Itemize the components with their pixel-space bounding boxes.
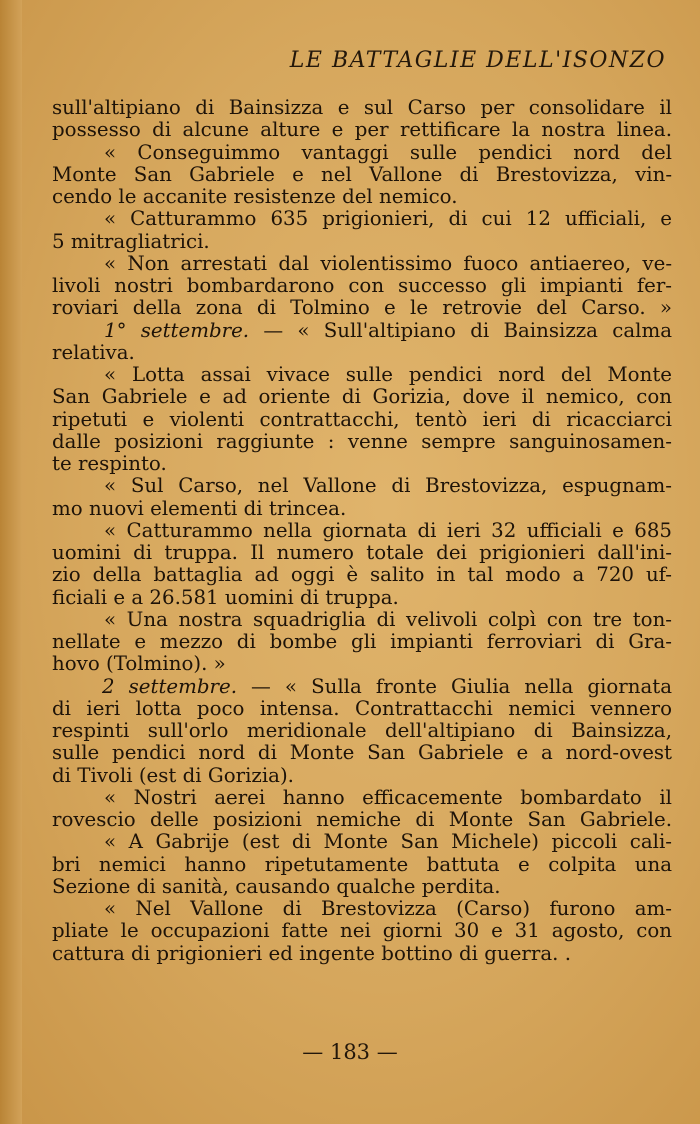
text-line: « Catturammo nella giornata di ieri 32 ufficiali e 685 xyxy=(104,519,672,542)
text-line: possesso di alcune alture e per rettificare la nostra linea. xyxy=(52,119,672,142)
entry-date: 1° settembre. xyxy=(104,319,250,342)
text-line: ficiali e a 26.581 uomini di truppa. xyxy=(52,586,399,609)
text-line: « Conseguimmo vantaggi sulle pendici nord del xyxy=(104,141,672,164)
running-head: LE BATTAGLIE DELL'ISONZO xyxy=(289,48,666,73)
text-line: « Non arrestati dal violentissimo fuoco antiaereo, ve- xyxy=(104,252,672,275)
text-line: « Una nostra squadriglia di velivoli colpì con tre ton- xyxy=(104,608,672,631)
text-line: respinti sull'orlo meridionale dell'altipiano di Bainsizza, xyxy=(52,720,672,742)
text-line: sull'altipiano di Bainsizza e sul Carso per consolidare il xyxy=(52,97,672,119)
text-line: roviari della zona di Tolmino e le retrovie del Carso. » xyxy=(52,297,672,320)
text-line: relativa. xyxy=(52,341,135,364)
text-line: ripetuti e violenti contrattacchi, tentò ieri di ricacciarci xyxy=(52,408,672,431)
text-line: pliate le occupazioni fatte nei giorni 30 e 31 agosto, con xyxy=(52,920,672,943)
text-line: cattura di prigionieri ed ingente bottino di guerra. . xyxy=(52,942,571,965)
body-text xyxy=(52,97,672,965)
text-line: rovescio delle posizioni nemiche di Monte San Gabriele. xyxy=(52,809,672,831)
text-line: sulle pendici nord di Monte San Gabriele e a nord-ovest xyxy=(52,742,672,765)
text-line: hovo (Tolmino). » xyxy=(52,653,226,676)
text-line: « Lotta assai vivace sulle pendici nord del Monte xyxy=(104,364,672,386)
text-line: Sezione di sanità, causando qualche perdita. xyxy=(52,875,501,898)
text-line: di Tivoli (est di Gorizia). xyxy=(52,764,294,787)
text-line: zio della battaglia ad oggi è salito in tal modo a 720 uf- xyxy=(52,564,672,587)
dated-entry-line xyxy=(52,320,672,342)
entry-text: — « Sull'altipiano di Bainsizza calma xyxy=(249,319,672,342)
text-line: nellate e mezzo di bombe gli impianti ferroviari di Gra- xyxy=(52,631,672,653)
text-line: « Catturammo 635 prigionieri, di cui 12 ufficiali, e xyxy=(104,208,672,231)
text-line: di ieri lotta poco intensa. Contrattacchi nemici vennero xyxy=(52,697,672,720)
text-line: « Nostri aerei hanno efficacemente bombardato il xyxy=(104,786,672,809)
text-line: « Sul Carso, nel Vallone di Brestovizza, espugnam- xyxy=(104,475,672,498)
text-line: « Nel Vallone di Brestovizza (Carso) furono am- xyxy=(104,898,672,920)
entry-text: — « Sulla fronte Giulia nella giornata xyxy=(236,675,672,698)
text-line: San Gabriele e ad oriente di Gorizia, dove il nemico, con xyxy=(52,386,672,409)
text-line: 5 mitragliatrici. xyxy=(52,230,210,253)
text-line: livoli nostri bombardarono con successo gli impianti fer- xyxy=(52,275,672,297)
page-number: — 183 — xyxy=(302,1040,398,1064)
text-line: mo nuovi elementi di trincea. xyxy=(52,497,347,520)
text-line: dalle posizioni raggiunte : venne sempre sanguinosamen- xyxy=(52,430,672,453)
text-line: « A Gabrije (est di Monte San Michele) piccoli cali- xyxy=(104,831,672,854)
text-line: uomini di truppa. Il numero totale dei prigionieri dall'ini- xyxy=(52,542,672,564)
page-spine-shadow xyxy=(0,0,22,1124)
text-line: bri nemici hanno ripetutamente battuta e colpita una xyxy=(52,853,672,876)
entry-date: 2 settembre. xyxy=(102,675,237,698)
text-line: cendo le accanite resistenze del nemico. xyxy=(52,186,458,208)
text-line: te respinto. xyxy=(52,453,167,475)
dated-entry-line xyxy=(52,676,672,698)
text-line: Monte San Gabriele e nel Vallone di Brestovizza, vin- xyxy=(52,163,672,186)
